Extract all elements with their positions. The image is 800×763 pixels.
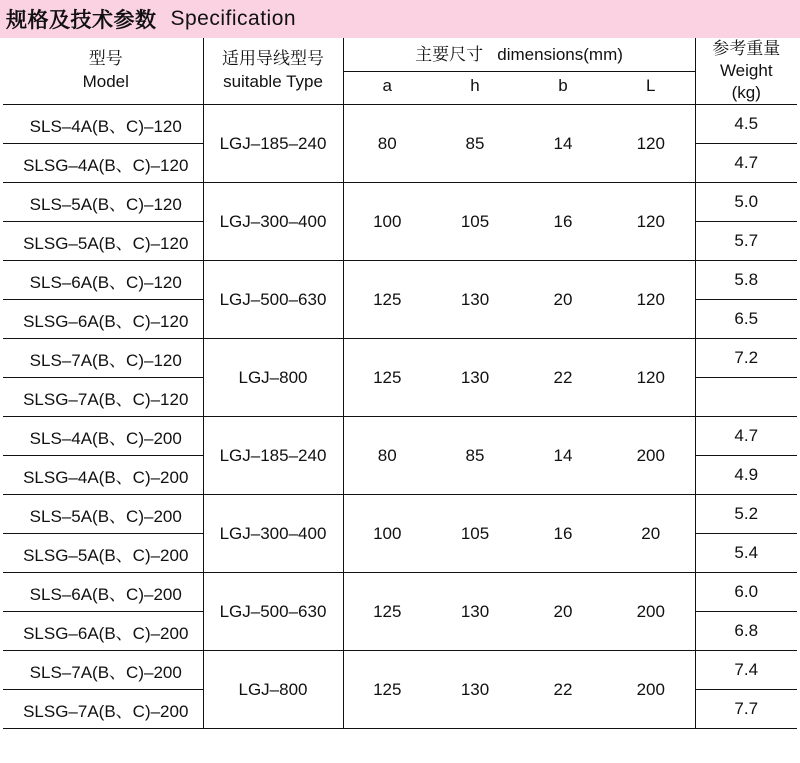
header-dim-h: h (431, 71, 519, 105)
weight-cell: 6.8 (695, 612, 797, 651)
dim-h-cell: 105 (431, 183, 519, 261)
header-suitable-en: suitable Type (223, 72, 323, 92)
dim-L-cell: 120 (607, 183, 695, 261)
dim-h-cell: 85 (431, 417, 519, 495)
suitable-cell: LGJ–500–630 (203, 573, 343, 651)
suitable-cell: LGJ–300–400 (203, 495, 343, 573)
model-cell: SLSG–6A(B、C)–200 (3, 612, 203, 651)
model-cell: SLS–7A(B、C)–120 (3, 339, 203, 378)
table-row (3, 105, 797, 144)
model-cell: SLS–7A(B、C)–200 (3, 651, 203, 690)
suitable-cell: LGJ–300–400 (203, 183, 343, 261)
header-dim-L: L (607, 71, 695, 105)
dim-a-cell: 125 (343, 339, 431, 417)
dim-a-cell: 125 (343, 651, 431, 729)
model-cell: SLSG–4A(B、C)–200 (3, 456, 203, 495)
header-model-en: Model (82, 72, 129, 92)
dim-a-cell: 125 (343, 573, 431, 651)
table-head (3, 38, 797, 105)
header-row-main (3, 38, 797, 71)
header-dimensions-cn: 主要尺寸 (415, 45, 484, 65)
header-model-cn: 型号 (88, 49, 123, 69)
suitable-cell: LGJ–800 (203, 339, 343, 417)
dim-b-cell: 16 (519, 183, 607, 261)
page-title-bar (0, 0, 800, 38)
table-row (3, 495, 797, 534)
suitable-cell: LGJ–185–240 (203, 417, 343, 495)
model-cell: SLSG–6A(B、C)–120 (3, 300, 203, 339)
specification-table (3, 38, 797, 729)
header-weight-cn: 参考重量 (712, 39, 781, 58)
dim-a-cell: 100 (343, 183, 431, 261)
header-suitable-type (203, 38, 343, 105)
weight-cell: 4.7 (695, 144, 797, 183)
header-weight-unit: (kg) (731, 83, 761, 103)
dim-a-cell: 125 (343, 261, 431, 339)
table-body (3, 105, 797, 729)
weight-cell: 4.7 (695, 417, 797, 456)
dim-h-cell: 130 (431, 339, 519, 417)
weight-cell: 7.2 (695, 339, 797, 378)
header-dimensions (343, 38, 695, 71)
dim-b-cell: 14 (519, 417, 607, 495)
dim-b-cell: 20 (519, 573, 607, 651)
dim-h-cell: 130 (431, 573, 519, 651)
model-cell: SLSG–4A(B、C)–120 (3, 144, 203, 183)
weight-cell: 4.9 (695, 456, 797, 495)
dim-a-cell: 100 (343, 495, 431, 573)
dim-b-cell: 22 (519, 651, 607, 729)
suitable-cell: LGJ–800 (203, 651, 343, 729)
weight-cell: 5.0 (695, 183, 797, 222)
weight-cell: 5.8 (695, 261, 797, 300)
table-row (3, 417, 797, 456)
dim-b-cell: 16 (519, 495, 607, 573)
dim-L-cell: 120 (607, 339, 695, 417)
dim-L-cell: 120 (607, 261, 695, 339)
model-cell: SLS–6A(B、C)–200 (3, 573, 203, 612)
model-cell: SLS–4A(B、C)–120 (3, 105, 203, 144)
header-weight-en: Weight (719, 61, 773, 81)
header-suitable-cn: 适用导线型号 (222, 49, 324, 69)
model-cell: SLS–5A(B、C)–200 (3, 495, 203, 534)
weight-cell: 7.7 (695, 690, 797, 729)
table-row (3, 261, 797, 300)
header-dim-a: a (343, 71, 431, 105)
weight-cell (695, 378, 797, 417)
model-cell: SLS–4A(B、C)–200 (3, 417, 203, 456)
header-model (3, 38, 203, 105)
model-cell: SLSG–7A(B、C)–120 (3, 378, 203, 417)
table-row (3, 651, 797, 690)
dim-L-cell: 200 (607, 651, 695, 729)
dim-b-cell: 22 (519, 339, 607, 417)
dim-L-cell: 120 (607, 105, 695, 183)
dim-L-cell: 200 (607, 417, 695, 495)
weight-cell: 4.5 (695, 105, 797, 144)
suitable-cell: LGJ–185–240 (203, 105, 343, 183)
model-cell: SLS–6A(B、C)–120 (3, 261, 203, 300)
model-cell: SLSG–7A(B、C)–200 (3, 690, 203, 729)
header-weight (695, 38, 797, 105)
page-title-en: Specification (170, 7, 297, 30)
dim-a-cell: 80 (343, 417, 431, 495)
dim-b-cell: 20 (519, 261, 607, 339)
dim-h-cell: 130 (431, 651, 519, 729)
dim-h-cell: 85 (431, 105, 519, 183)
table-row (3, 183, 797, 222)
header-dimensions-en: dimensions(mm) (497, 45, 623, 65)
weight-cell: 5.7 (695, 222, 797, 261)
dim-L-cell: 20 (607, 495, 695, 573)
weight-cell: 5.4 (695, 534, 797, 573)
weight-cell: 6.5 (695, 300, 797, 339)
weight-cell: 5.2 (695, 495, 797, 534)
dim-h-cell: 130 (431, 261, 519, 339)
page-title-cn: 规格及技术参数 (6, 9, 157, 32)
model-cell: SLSG–5A(B、C)–200 (3, 534, 203, 573)
model-cell: SLSG–5A(B、C)–120 (3, 222, 203, 261)
dim-b-cell: 14 (519, 105, 607, 183)
table-row (3, 573, 797, 612)
weight-cell: 6.0 (695, 573, 797, 612)
dim-L-cell: 200 (607, 573, 695, 651)
dim-h-cell: 105 (431, 495, 519, 573)
model-cell: SLS–5A(B、C)–120 (3, 183, 203, 222)
header-dim-b: b (519, 71, 607, 105)
table-row (3, 339, 797, 378)
weight-cell: 7.4 (695, 651, 797, 690)
dim-a-cell: 80 (343, 105, 431, 183)
suitable-cell: LGJ–500–630 (203, 261, 343, 339)
